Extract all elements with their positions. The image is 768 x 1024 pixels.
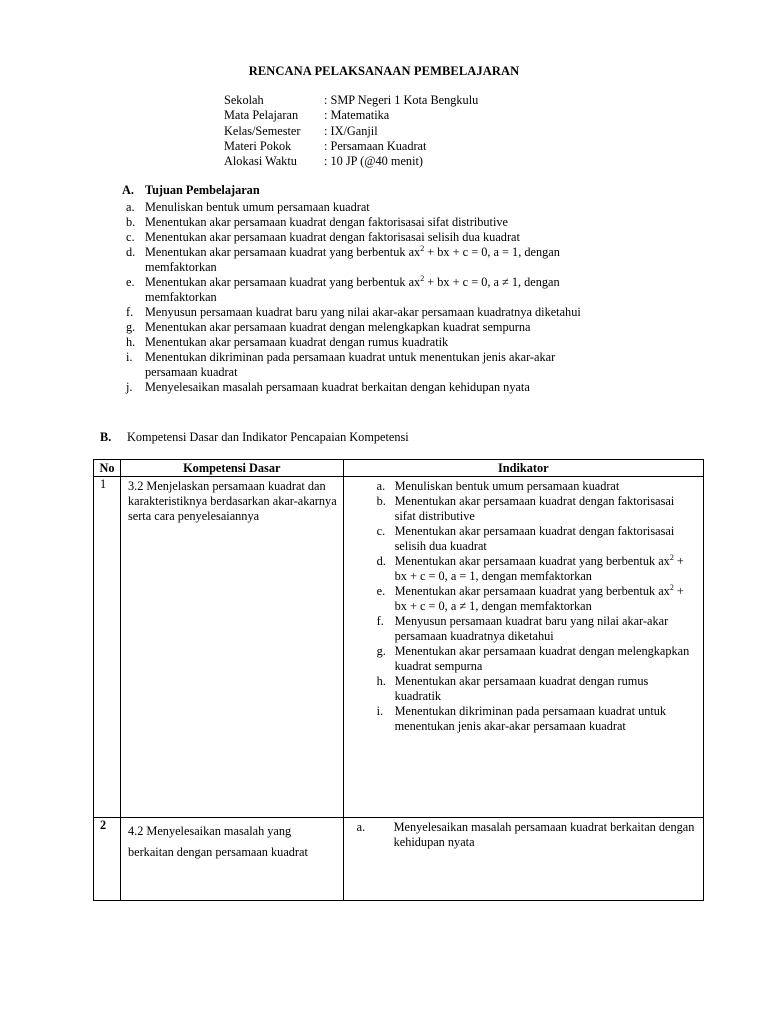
table-header-row	[94, 460, 704, 477]
indicator-text-part: + bx + c = 0, a = 1, dengan memfaktorkan	[394, 554, 684, 583]
superscript: 2	[669, 582, 674, 592]
indicator-text	[395, 554, 697, 584]
section-b-heading	[100, 430, 409, 445]
indicator-text	[395, 584, 697, 614]
list-item	[126, 350, 646, 380]
identity-label: Alokasi Waktu	[224, 154, 297, 169]
list-marker: b.	[126, 215, 136, 229]
section-a-heading	[122, 183, 260, 198]
list-marker: f.	[126, 305, 134, 319]
list-marker: d.	[126, 245, 136, 259]
indicator-marker: b.	[376, 494, 386, 508]
list-marker: e.	[126, 275, 135, 289]
list-text: Menentukan dikriminan pada persamaan kuadrat untuk menentukan jenis akar-akar	[145, 350, 556, 364]
identity-block	[224, 93, 478, 169]
list-text: Menyelesaikan masalah persamaan kuadrat berkaitan dengan kehidupan nyata	[145, 380, 530, 394]
section-a-title: Tujuan Pembelajaran	[145, 183, 260, 197]
identity-row	[224, 93, 478, 108]
list-item	[126, 380, 646, 395]
list-text: Menentukan akar persamaan kuadrat dengan faktorisasai sifat distributive	[145, 215, 508, 229]
indicator-item	[357, 820, 697, 850]
cell-indicators	[343, 477, 703, 818]
header-kd: Kompetensi Dasar	[120, 460, 343, 477]
indicator-text: Menyelesaikan masalah persamaan kuadrat berkaitan dengan kehidupan nyata	[393, 820, 695, 849]
indicator-marker: a.	[356, 820, 366, 834]
indicator-text: Menyusun persamaan kuadrat baru yang nilai akar-akar persamaan kuadratnya diketahui	[394, 614, 669, 643]
indicator-item	[377, 614, 697, 644]
indicator-item	[377, 704, 697, 734]
objectives-list	[126, 200, 646, 395]
indicator-text: Menentukan akar persamaan kuadrat dengan melengkapkan kuadrat sempurna	[394, 644, 690, 673]
list-text-continuation: persamaan kuadrat	[145, 365, 238, 379]
identity-row	[224, 124, 478, 139]
section-a-letter: A.	[122, 183, 134, 197]
list-marker: i.	[126, 350, 133, 364]
list-text-part: Menentukan akar persamaan kuadrat yang berbentuk ax	[145, 275, 421, 289]
indicator-text-part: Menentukan akar persamaan kuadrat yang berbentuk ax	[394, 584, 670, 598]
identity-row	[224, 139, 478, 154]
cell-kd: 4.2 Menyelesaikan masalah yang berkaitan dengan persamaan kuadrat	[120, 818, 343, 901]
identity-row	[224, 154, 478, 169]
document-title: RENCANA PELAKSANAAN PEMBELAJARAN	[248, 64, 520, 78]
indicator-marker: g.	[376, 644, 386, 658]
list-text: Menentukan akar persamaan kuadrat dengan melengkapkan kuadrat sempurna	[145, 320, 531, 334]
indicator-item	[377, 524, 697, 554]
identity-value: : SMP Negeri 1 Kota Bengkulu	[324, 93, 479, 107]
superscript: 2	[669, 552, 674, 562]
indicator-text: Menentukan akar persamaan kuadrat dengan rumus kuadratik	[394, 674, 649, 703]
header-indikator: Indikator	[343, 460, 703, 477]
indicator-marker: h.	[376, 674, 386, 688]
list-marker: a.	[126, 200, 135, 214]
identity-value: : Persamaan Kuadrat	[324, 138, 427, 153]
cell-no: 2	[94, 818, 121, 901]
identity-value: : IX/Ganjil	[324, 123, 378, 138]
list-text: Menentukan akar persamaan kuadrat dengan faktorisasai selisih dua kuadrat	[145, 230, 520, 244]
list-item	[126, 320, 646, 335]
table-row	[94, 818, 704, 901]
indicator-item	[377, 494, 697, 524]
list-marker: j.	[126, 380, 133, 394]
list-text: Menentukan akar persamaan kuadrat dengan rumus kuadratik	[145, 335, 449, 349]
header-no: No	[94, 460, 121, 477]
cell-kd: 3.2 Menjelaskan persamaan kuadrat dan karakteristiknya berdasarkan akar-akarnya serta cara penyelesaiannya	[120, 477, 343, 818]
list-item	[126, 305, 646, 320]
indicator-marker: e.	[376, 584, 386, 598]
list-text-part: Menentukan akar persamaan kuadrat yang berbentuk ax	[145, 245, 421, 259]
indicator-item	[377, 479, 697, 494]
identity-value: : Matematika	[324, 108, 390, 123]
list-item	[126, 215, 646, 230]
cell-indicators	[343, 818, 703, 901]
indicator-text: Menentukan dikriminan pada persamaan kuadrat untuk menentukan jenis akar-akar persamaan kuadrat	[394, 704, 667, 733]
table-row	[94, 477, 704, 818]
identity-label: Sekolah	[224, 93, 264, 107]
indicator-text: Menentukan akar persamaan kuadrat dengan faktorisasai selisih dua kuadrat	[394, 524, 675, 553]
identity-row	[224, 108, 478, 123]
indicator-text-part: + bx + c = 0, a ≠ 1, dengan memfaktorkan	[394, 584, 684, 613]
indicator-text-part: Menentukan akar persamaan kuadrat yang berbentuk ax	[394, 554, 670, 568]
cell-no: 1	[94, 477, 121, 818]
list-text	[145, 245, 560, 259]
list-item	[126, 200, 646, 215]
list-text	[145, 275, 560, 289]
indicator-text: Menuliskan bentuk umum persamaan kuadrat	[394, 479, 620, 493]
section-b-letter: B.	[100, 430, 112, 444]
identity-label: Materi Pokok	[224, 138, 292, 153]
indicator-item	[377, 584, 697, 614]
superscript: 2	[420, 273, 425, 283]
indicator-marker: c.	[376, 524, 386, 538]
identity-label: Kelas/Semester	[224, 123, 301, 138]
identity-value: : 10 JP (@40 menit)	[324, 154, 423, 169]
list-text-part: + bx + c = 0, a = 1, dengan	[424, 245, 560, 259]
list-text-part: + bx + c = 0, a ≠ 1, dengan	[424, 275, 560, 289]
list-marker: h.	[126, 335, 136, 349]
list-item	[126, 335, 646, 350]
list-item	[126, 275, 646, 305]
indicator-item	[377, 554, 697, 584]
competency-table	[93, 459, 704, 901]
list-text: Menyusun persamaan kuadrat baru yang nilai akar-akar persamaan kuadratnya diketahui	[145, 305, 581, 319]
indicator-item	[377, 644, 697, 674]
indicator-marker: i.	[376, 704, 384, 718]
superscript: 2	[420, 243, 425, 253]
indicator-text: Menentukan akar persamaan kuadrat dengan faktorisasai sifat distributive	[394, 494, 675, 523]
list-item	[126, 230, 646, 245]
indicator-marker: d.	[376, 554, 386, 568]
list-item	[126, 245, 646, 275]
list-marker: c.	[126, 230, 135, 244]
list-text: Menuliskan bentuk umum persamaan kuadrat	[145, 200, 370, 214]
indicator-marker: a.	[376, 479, 386, 493]
section-b-title: Kompetensi Dasar dan Indikator Pencapaian Kompetensi	[127, 430, 409, 444]
identity-label: Mata Pelajaran	[224, 108, 299, 123]
list-text-continuation: memfaktorkan	[145, 260, 217, 274]
list-text-continuation: memfaktorkan	[145, 290, 217, 304]
indicator-item	[377, 674, 697, 704]
indicator-marker: f.	[376, 614, 384, 628]
list-marker: g.	[126, 320, 136, 334]
